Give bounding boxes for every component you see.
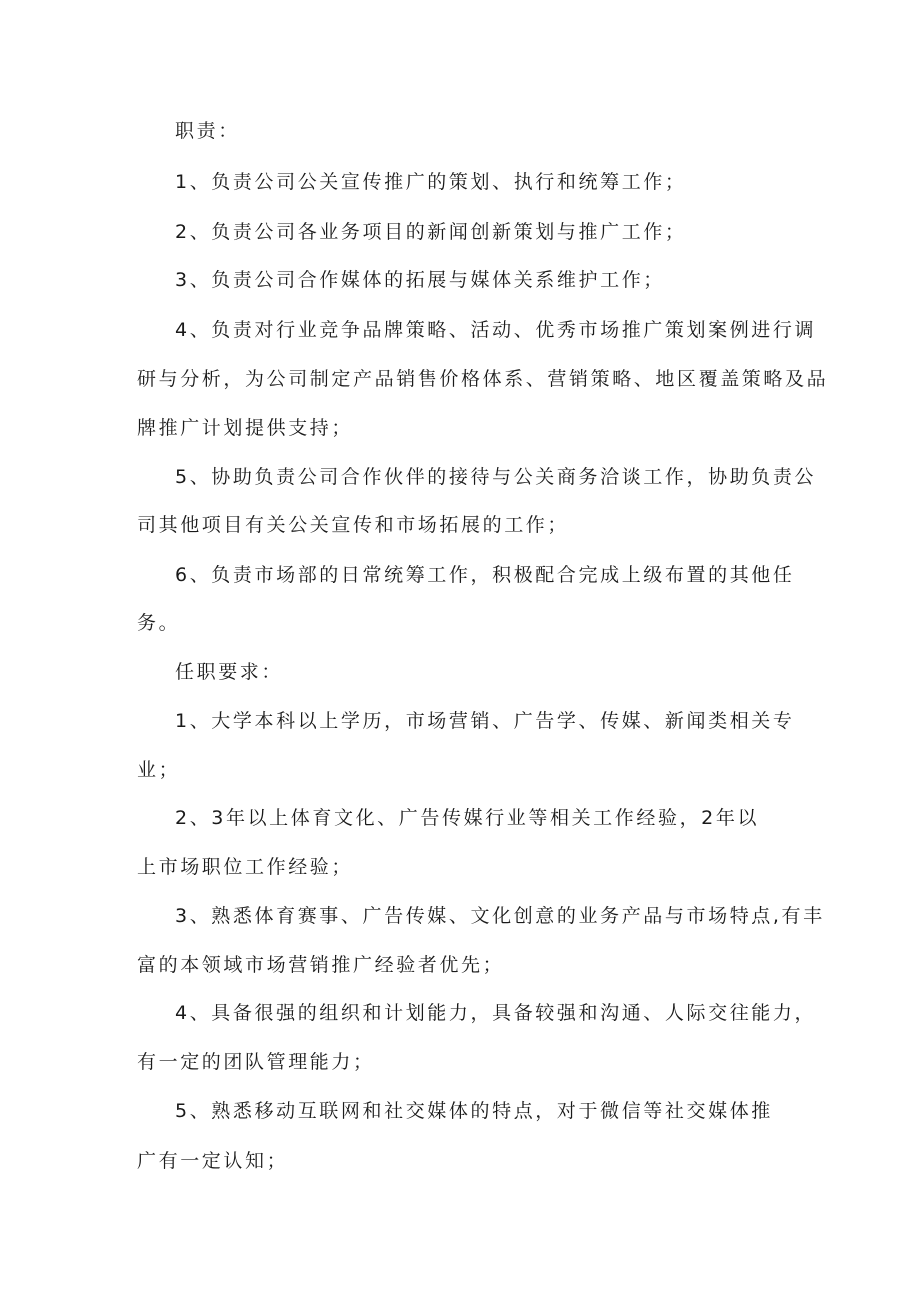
- requirement-1-line-1: 1、大学本科以上学历，市场营销、广告学、传媒、新闻类相关专: [175, 710, 795, 732]
- requirements-heading: 任职要求：: [175, 661, 284, 683]
- requirement-3-line-2: 富的本领域市场营销推广经验者优先；: [137, 954, 505, 976]
- requirement-1-line-2: 业；: [137, 759, 181, 781]
- duty-6-line-2: 务。: [137, 612, 181, 634]
- requirement-2-line-2: 上市场职位工作经验；: [137, 856, 354, 878]
- duty-1-line-1: 1、负责公司公关宣传推广的策划、执行和统筹工作；: [175, 171, 687, 193]
- requirement-2-line-1: 2、3年以上体育文化、广告传媒行业等相关工作经验，2年以: [175, 807, 760, 829]
- duty-5-line-2: 司其他项目有关公关宣传和市场拓展的工作；: [137, 514, 570, 536]
- requirement-5-line-1: 5、熟悉移动互联网和社交媒体的特点，对于微信等社交媒体推: [175, 1100, 773, 1122]
- duty-4-line-2: 研与分析，为公司制定产品销售价格体系、营销策略、地区覆盖策略及品: [137, 368, 829, 390]
- duty-3-line-1: 3、负责公司合作媒体的拓展与媒体关系维护工作；: [175, 269, 665, 291]
- duty-6-line-1: 6、负责市场部的日常统筹工作，积极配合完成上级布置的其他任: [175, 564, 795, 586]
- requirement-5-line-2: 广有一定认知；: [137, 1150, 289, 1172]
- duty-5-line-1: 5、协助负责公司合作伙伴的接待与公关商务洽谈工作，协助负责公: [175, 466, 817, 488]
- duty-4-line-3: 牌推广计划提供支持；: [137, 417, 354, 439]
- duty-2-line-1: 2、负责公司各业务项目的新闻创新策划与推广工作；: [175, 221, 687, 243]
- duties-heading: 职责：: [175, 120, 240, 142]
- duty-4-line-1: 4、负责对行业竞争品牌策略、活动、优秀市场推广策划案例进行调: [175, 319, 817, 341]
- requirement-4-line-1: 4、具备很强的组织和计划能力，具备较强和沟通、人际交往能力，: [175, 1002, 817, 1024]
- requirement-3-line-1: 3、熟悉体育赛事、广告传媒、文化创意的业务产品与市场特点,有丰: [175, 905, 825, 927]
- requirement-4-line-2: 有一定的团队管理能力；: [137, 1051, 375, 1073]
